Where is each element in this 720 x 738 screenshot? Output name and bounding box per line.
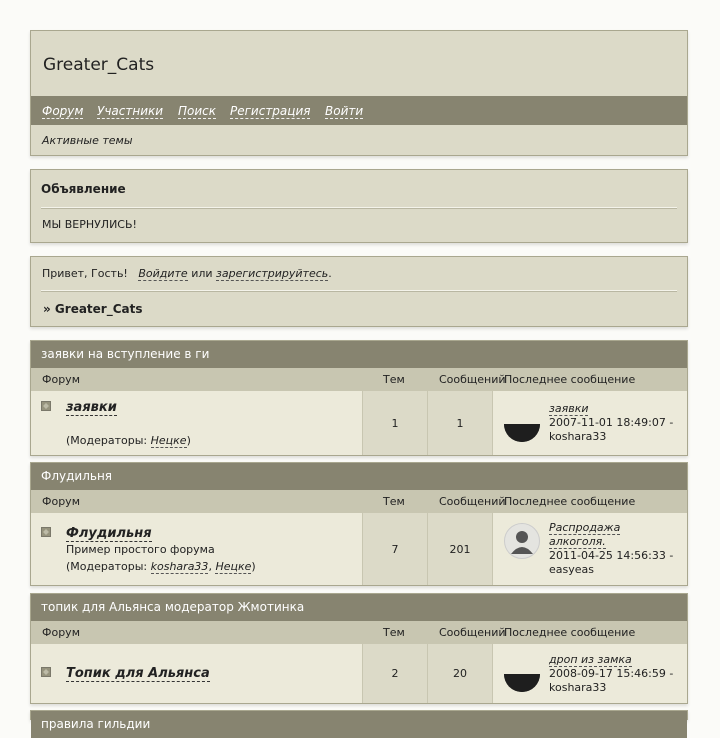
forum-row <box>31 513 687 585</box>
col-last: Последнее сообщение <box>504 373 636 386</box>
main-nav <box>31 96 687 125</box>
nav-login[interactable]: Войти <box>325 104 364 118</box>
category-block <box>30 593 688 704</box>
forum-name-link[interactable]: заявки <box>66 400 117 415</box>
nav-register[interactable]: Регистрация <box>230 104 311 118</box>
category-block <box>30 710 688 731</box>
active-topics-link[interactable]: Активные темы <box>42 134 133 147</box>
announcement-title: Объявление <box>41 182 126 196</box>
forum-header <box>30 30 688 156</box>
announcement-message: МЫ ВЕРНУЛИСЬ! <box>42 218 137 231</box>
welcome-box <box>30 256 688 327</box>
last-post-title <box>549 521 679 549</box>
category-title: топик для Альянса модератор Жмотинка <box>31 594 687 621</box>
avatar <box>504 523 540 559</box>
last-post-link[interactable]: Распродажа алкоголя. <box>549 521 621 548</box>
mods-suffix: ) <box>251 560 256 573</box>
col-last: Последнее сообщение <box>504 626 636 639</box>
forum-status-icon <box>41 401 51 411</box>
divider <box>41 290 677 292</box>
topics-count: 2 <box>391 667 399 680</box>
site-title: Greater_Cats <box>43 55 155 75</box>
posts-count: 201 <box>449 543 471 556</box>
login-link[interactable]: Войдите <box>138 267 188 280</box>
col-posts: Сообщений <box>439 626 506 639</box>
breadcrumb[interactable]: » Greater_Cats <box>43 302 143 316</box>
divider <box>41 207 677 209</box>
nav-forum[interactable]: Форум <box>42 104 84 118</box>
col-posts: Сообщений <box>439 495 506 508</box>
column-headers <box>31 621 687 644</box>
announcement-box <box>30 169 688 243</box>
forum-name-link[interactable]: Топик для Альянса <box>66 666 210 681</box>
col-last: Последнее сообщение <box>504 495 636 508</box>
last-post-date: 2008-09-17 15:46:59 - <box>549 667 674 680</box>
mods-prefix: (Модераторы: <box>66 434 151 447</box>
user-silhouette-icon <box>505 524 539 558</box>
column-headers <box>31 490 687 513</box>
last-post-author[interactable]: koshara33 <box>549 681 607 694</box>
welcome-line <box>42 267 332 280</box>
mods-suffix: ) <box>186 434 191 447</box>
col-topics: Тем <box>383 626 405 639</box>
last-post-date: 2007-11-01 18:49:07 - <box>549 416 674 429</box>
column-headers <box>31 368 687 391</box>
forum-status-icon <box>41 527 51 537</box>
posts-count: 20 <box>453 667 467 680</box>
avatar <box>504 406 540 442</box>
category-block <box>30 462 688 586</box>
avatar <box>504 656 540 692</box>
forum-name-link[interactable]: Флудильня <box>66 526 152 541</box>
col-topics: Тем <box>383 373 405 386</box>
category-title: правила гильдии <box>31 711 687 738</box>
col-topics: Тем <box>383 495 405 508</box>
moderator-link[interactable]: koshara33 <box>150 560 209 573</box>
col-forum: Форум <box>42 495 80 508</box>
moderator-link[interactable]: Нецке <box>150 434 187 447</box>
topics-count: 1 <box>391 417 399 430</box>
topics-count: 7 <box>391 543 399 556</box>
posts-count: 1 <box>456 417 464 430</box>
last-post-date: 2011-04-25 14:56:33 - <box>549 549 674 562</box>
last-post-author[interactable]: koshara33 <box>549 430 607 443</box>
last-post-meta <box>549 549 689 577</box>
or-text: или <box>191 267 213 280</box>
mods-prefix: (Модераторы: <box>66 560 151 573</box>
forum-description: Пример простого форума <box>66 543 215 556</box>
forum-row <box>31 644 687 703</box>
register-link[interactable]: зарегистрируйтесь <box>216 267 329 280</box>
forum-moderators: (Модераторы: koshara33, Нецке) <box>66 560 256 573</box>
moderator-link[interactable]: Нецке <box>215 560 252 573</box>
forum-row <box>31 391 687 455</box>
nav-users[interactable]: Участники <box>97 104 164 118</box>
forum-moderators <box>66 434 191 447</box>
nav-search[interactable]: Поиск <box>178 104 217 118</box>
last-post-meta <box>549 416 689 444</box>
last-post-link[interactable]: дроп из замка <box>549 653 632 666</box>
last-post-meta <box>549 667 689 695</box>
last-post-author[interactable]: easyeas <box>549 563 594 576</box>
greeting-text: Привет, Гость! <box>42 267 128 280</box>
category-title: Флудильня <box>31 463 687 490</box>
col-forum: Форум <box>42 373 80 386</box>
category-block <box>30 340 688 456</box>
period-text: . <box>328 267 332 280</box>
category-title: заявки на вступление в ги <box>31 341 687 368</box>
col-posts: Сообщений <box>439 373 506 386</box>
forum-status-icon <box>41 667 51 677</box>
last-post-link[interactable]: заявки <box>549 402 589 415</box>
col-forum: Форум <box>42 626 80 639</box>
